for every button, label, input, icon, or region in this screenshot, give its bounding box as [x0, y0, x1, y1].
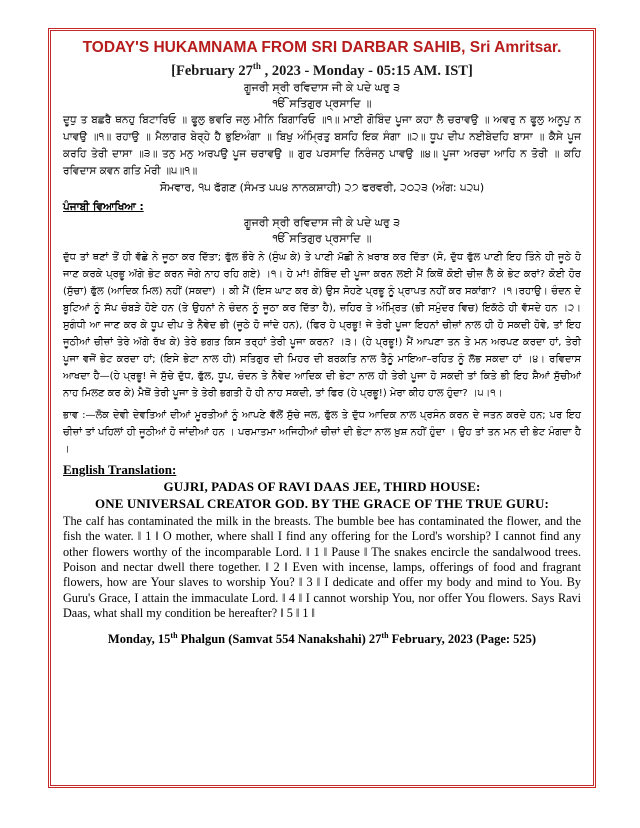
- footer-sup-1: th: [170, 630, 178, 640]
- english-translation-text: The calf has contaminated the milk in the breasts. The bumble bee has contaminated the flower, and the fish the water. ‖ 1 ‖ O mother, where shall I find any offering for the Lord's worship? I cannot find any other flowers worthy of the incomparable Lord. ‖ 1 ‖ Pause ‖ The snakes encircle the sandalwood trees. Poison and nectar dwell there together. ‖ 2 ‖ Even with incense, lamps, offerings of food and fragrant flowers, how are Your slaves to worship You? ‖ 3 ‖ I dedicate and offer my body and mind to You. By Guru's Grace, I attain the immaculate Lord. ‖ 4 ‖ I cannot worship You, nor offer You flowers. Says Ravi Daas, what shall my condition be hereafter? ‖ 5 ‖ 1 ‖: [63, 513, 581, 621]
- gurbani-manglacharan: ੴ ਸਤਿਗੁਰ ਪ੍ਰਸਾਦਿ ॥: [272, 96, 372, 110]
- vyakhya-manglacharan: ੴ ਸਤਿਗੁਰ ਪ੍ਰਸਾਦਿ ॥: [272, 231, 372, 245]
- gurbani-date-line: ਸੋਮਵਾਰ, ੧੫ ਫੱਗਣ (ਸੰਮਤ ੫੫੪ ਨਾਨਕਸ਼ਾਹੀ) ੨੭ ਫਰਵਰੀ, ੨੦੨੩ (ਅੰਗ: ੫੨੫): [159, 180, 485, 194]
- footer-part-3: February, 2023 (Page: 525): [388, 631, 537, 646]
- footer-date-line: [63, 628, 581, 647]
- date-line: [63, 57, 581, 80]
- gurbani-raag: ਗੂਜਰੀ ਸ੍ਰੀ ਰਵਿਦਾਸ ਜੀ ਕੇ ਪਦੇ ਘਰੁ ੩: [243, 80, 401, 94]
- date-suffix: , 2023 - Monday - 05:15 AM. IST]: [260, 62, 473, 79]
- footer-sup-2: th: [381, 630, 389, 640]
- gurbani-text: ਦੂਧੁ ਤ ਬਛਰੈ ਥਨਹੁ ਬਿਟਾਰਿਓ ॥ ਫੂਲੁ ਭਵਰਿ ਜਲੁ ਮੀਨਿ ਬਿਗਾਰਿਓ ॥੧॥ ਮਾਈ ਗੋਬਿੰਦ ਪੂਜਾ ਕਹਾ ਲੈ ਚਰਾਵਉ ॥ ਅਵਰੁ ਨ ਫੂਲੁ ਅਨੂਪੁ ਨ ਪਾਵਉ ॥੧॥ ਰਹਾਉ ॥ ਮੈਲਾਗਰ ਬੇਰ੍ਹੇ ਹੈ ਭੁਇਅੰਗਾ ॥ ਬਿਖੁ ਅੰਮ੍ਰਿਤੁ ਬਸਹਿ ਇਕ ਸੰਗਾ ॥੨॥ ਧੂਪ ਦੀਪ ਨਈਬੇਦਹਿ ਬਾਸਾ ॥ ਕੈਸੇ ਪੂਜ ਕਰਹਿ ਤੇਰੀ ਦਾਸਾ ॥੩॥ ਤਨੁ ਮਨੁ ਅਰਪਉ ਪੂਜ ਚਰਾਵਉ ॥ ਗੁਰ ਪਰਸਾਦਿ ਨਿਰੰਜਨੁ ਪਾਵਉ ॥੪॥ ਪੂਜਾ ਅਰਚਾ ਆਹਿ ਨ ਤੋਰੀ ॥ ਕਹਿ ਰਵਿਦਾਸ ਕਵਨ ਗਤਿ ਮੋਰੀ ॥੫॥੧॥: [63, 113, 581, 177]
- bhav-text: ਭਾਵ :—ਲੋਕ ਦੇਵੀ ਦੇਵਤਿਆਂ ਦੀਆਂ ਮੂਰਤੀਆਂ ਨੂੰ ਆਪਣੇ ਵੱਲੋਂ ਸੁੱਚੇ ਜਲ, ਫੁੱਲ ਤੇ ਦੁੱਧ ਆਦਿਕ ਨਾਲ ਪ੍ਰਸੰਨ ਕਰਨ ਦੇ ਜਤਨ ਕਰਦੇ ਹਨ; ਪਰ ਇਹ ਚੀਜ਼ਾਂ ਤਾਂ ਪਹਿਲਾਂ ਹੀ ਜੂਠੀਆਂ ਹੋ ਜਾਂਦੀਆਂ ਹਨ । ਪਰਮਾਤਮਾ ਅਜਿਹੀਆਂ ਚੀਜ਼ਾਂ ਦੀ ਭੇਟਾ ਨਾਲ ਖ਼ੁਸ਼ ਨਹੀਂ ਹੁੰਦਾ । ਉਹ ਤਾਂ ਤਨ ਮਨ ਦੀ ਭੇਟ ਮੰਗਦਾ ਹੈ ।: [63, 409, 581, 455]
- english-heading-1: GUJRI, PADAS OF RAVI DAAS JEE, THIRD HOUSE:: [163, 478, 481, 494]
- punjabi-vyakhya-label: ਪੰਜਾਬੀ ਵਿਆਖਿਆ :: [63, 200, 144, 213]
- vyakhya-raag: ਗੂਜਰੀ ਸ੍ਰੀ ਰਵਿਦਾਸ ਜੀ ਕੇ ਪਦੇ ਘਰੁ ੩: [243, 215, 401, 229]
- footer-part-2: Phalgun (Samvat 554 Nanakshahi) 27: [177, 631, 382, 646]
- vyakhya-text: ਦੁੱਧ ਤਾਂ ਥਣਾਂ ਤੋਂ ਹੀ ਵੱਛੇ ਨੇ ਜੂਠਾ ਕਰ ਦਿੱਤਾ; ਫੁੱਲ ਭੌਰੇ ਨੇ (ਸੁੰਘ ਕੇ) ਤੇ ਪਾਣੀ ਮੱਛੀ ਨੇ ਖ਼ਰਾਬ ਕਰ ਦਿੱਤਾ (ਸੋ, ਦੁੱਧ ਫੁੱਲ ਪਾਣੀ ਇਹ ਤਿੰਨੇ ਹੀ ਜੂਠੇ ਹੋ ਜਾਣ ਕਰਕੇ ਪ੍ਰਭੂ ਅੱਗੇ ਭੇਟ ਕਰਨ ਜੋਗੇ ਨਾਹ ਰਹਿ ਗਏ) ।੧। ਹੇ ਮਾਂ! ਗੋਬਿੰਦ ਦੀ ਪੂਜਾ ਕਰਨ ਲਈ ਮੈਂ ਕਿਥੋਂ ਕੋਈ ਚੀਜ਼ ਲੈ ਕੇ ਭੇਟ ਕਰਾਂ? ਕੋਈ ਹੋਰ (ਸੁੱਚਾ) ਫੁੱਲ (ਆਦਿਕ ਮਿਲ) ਨਹੀਂ (ਸਕਦਾ) । ਕੀ ਮੈਂ (ਇਸ ਘਾਟ ਕਰ ਕੇ) ਉਸ ਸੋਹਣੇ ਪ੍ਰਭੂ ਨੂੰ ਪ੍ਰਾਪਤ ਨਹੀਂ ਕਰ ਸਕਾਂਗਾ? ।੧।ਰਹਾਉ। ਚੰਦਨ ਦੇ ਬੂਟਿਆਂ ਨੂੰ ਸੱਪ ਚੰਬੜੇ ਹੋਏ ਹਨ (ਤੇ ਉਹਨਾਂ ਨੇ ਚੰਦਨ ਨੂੰ ਜੂਠਾ ਕਰ ਦਿੱਤਾ ਹੈ), ਜ਼ਹਿਰ ਤੇ ਅੰਮ੍ਰਿਤ (ਭੀ ਸਮੁੰਦਰ ਵਿਚ) ਇਕੱਠੇ ਹੀ ਵੱਸਦੇ ਹਨ ।੨। ਸੁਗੰਧੀ ਆ ਜਾਣ ਕਰ ਕੇ ਧੂਪ ਦੀਪ ਤੇ ਨੈਵੇਦ ਭੀ (ਜੂਠੇ ਹੋ ਜਾਂਦੇ ਹਨ), (ਫਿਰ ਹੇ ਪ੍ਰਭੂ! ਜੇ ਤੇਰੀ ਪੂਜਾ ਇਹਨਾਂ ਚੀਜ਼ਾਂ ਨਾਲ ਹੀ ਹੋ ਸਕਦੀ ਹੋਵੇ, ਤਾਂ ਇਹ ਜੂਠੀਆਂ ਚੀਜ਼ਾਂ ਤੇਰੇ ਅੱਗੇ ਰੱਖ ਕੇ) ਤੇਰੇ ਭਗਤ ਕਿਸ ਤਰ੍ਹਾਂ ਤੇਰੀ ਪੂਜਾ ਕਰਨ? ।੩। (ਹੇ ਪ੍ਰਭੂ!) ਮੈਂ ਆਪਣਾ ਤਨ ਤੇ ਮਨ ਅਰਪਣ ਕਰਦਾ ਹਾਂ, ਤੇਰੀ ਪੂਜਾ ਵਜੋਂ ਭੇਟ ਕਰਦਾ ਹਾਂ; (ਇਸੇ ਭੇਟਾ ਨਾਲ ਹੀ) ਸਤਿਗੁਰ ਦੀ ਮਿਹਰ ਦੀ ਬਰਕਤਿ ਨਾਲ ਤੈਨੂੰ ਮਾਇਆ–ਰਹਿਤ ਨੂੰ ਲੱਭ ਸਕਦਾ ਹਾਂ ।੪। ਰਵਿਦਾਸ ਆਖਦਾ ਹੈ—(ਹੇ ਪ੍ਰਭੂ! ਜੇ ਸੁੱਚੇ ਦੁੱਧ, ਫੁੱਲ, ਧੂਪ, ਚੰਦਨ ਤੇ ਨੈਵੇਦ ਆਦਿਕ ਦੀ ਭੇਟਾ ਨਾਲ ਹੀ ਤੇਰੀ ਪੂਜਾ ਹੋ ਸਕਦੀ ਤਾਂ ਕਿਤੇ ਭੀ ਇਹ ਸ਼ੈਆਂ ਸੁੱਚੀਆਂ ਨਾਹ ਮਿਲਣ ਕਰ ਕੇ) ਮੈਥੋਂ ਤੇਰੀ ਪੂਜਾ ਤੇ ਤੇਰੀ ਭਗਤੀ ਹੋ ਹੀ ਨਾਹ ਸਕਦੀ, ਤਾਂ ਫਿਰ (ਹੇ ਪ੍ਰਭੂ!) ਮੇਰਾ ਕੀਹ ਹਾਲ ਹੁੰਦਾ? ।੫।੧।: [63, 251, 581, 399]
- footer-part-1: Monday, 15: [107, 631, 171, 646]
- english-translation-label: English Translation:: [63, 461, 177, 477]
- english-heading-2: ONE UNIVERSAL CREATOR GOD. BY THE GRACE OF THE TRUE GURU:: [95, 495, 549, 511]
- date-prefix: [February 27: [171, 62, 253, 79]
- hukamnama-frame: [48, 28, 596, 788]
- date-sup: th: [252, 61, 261, 71]
- page-title: TODAY'S HUKAMNAMA FROM SRI DARBAR SAHIB, Sri Amritsar.: [82, 39, 562, 56]
